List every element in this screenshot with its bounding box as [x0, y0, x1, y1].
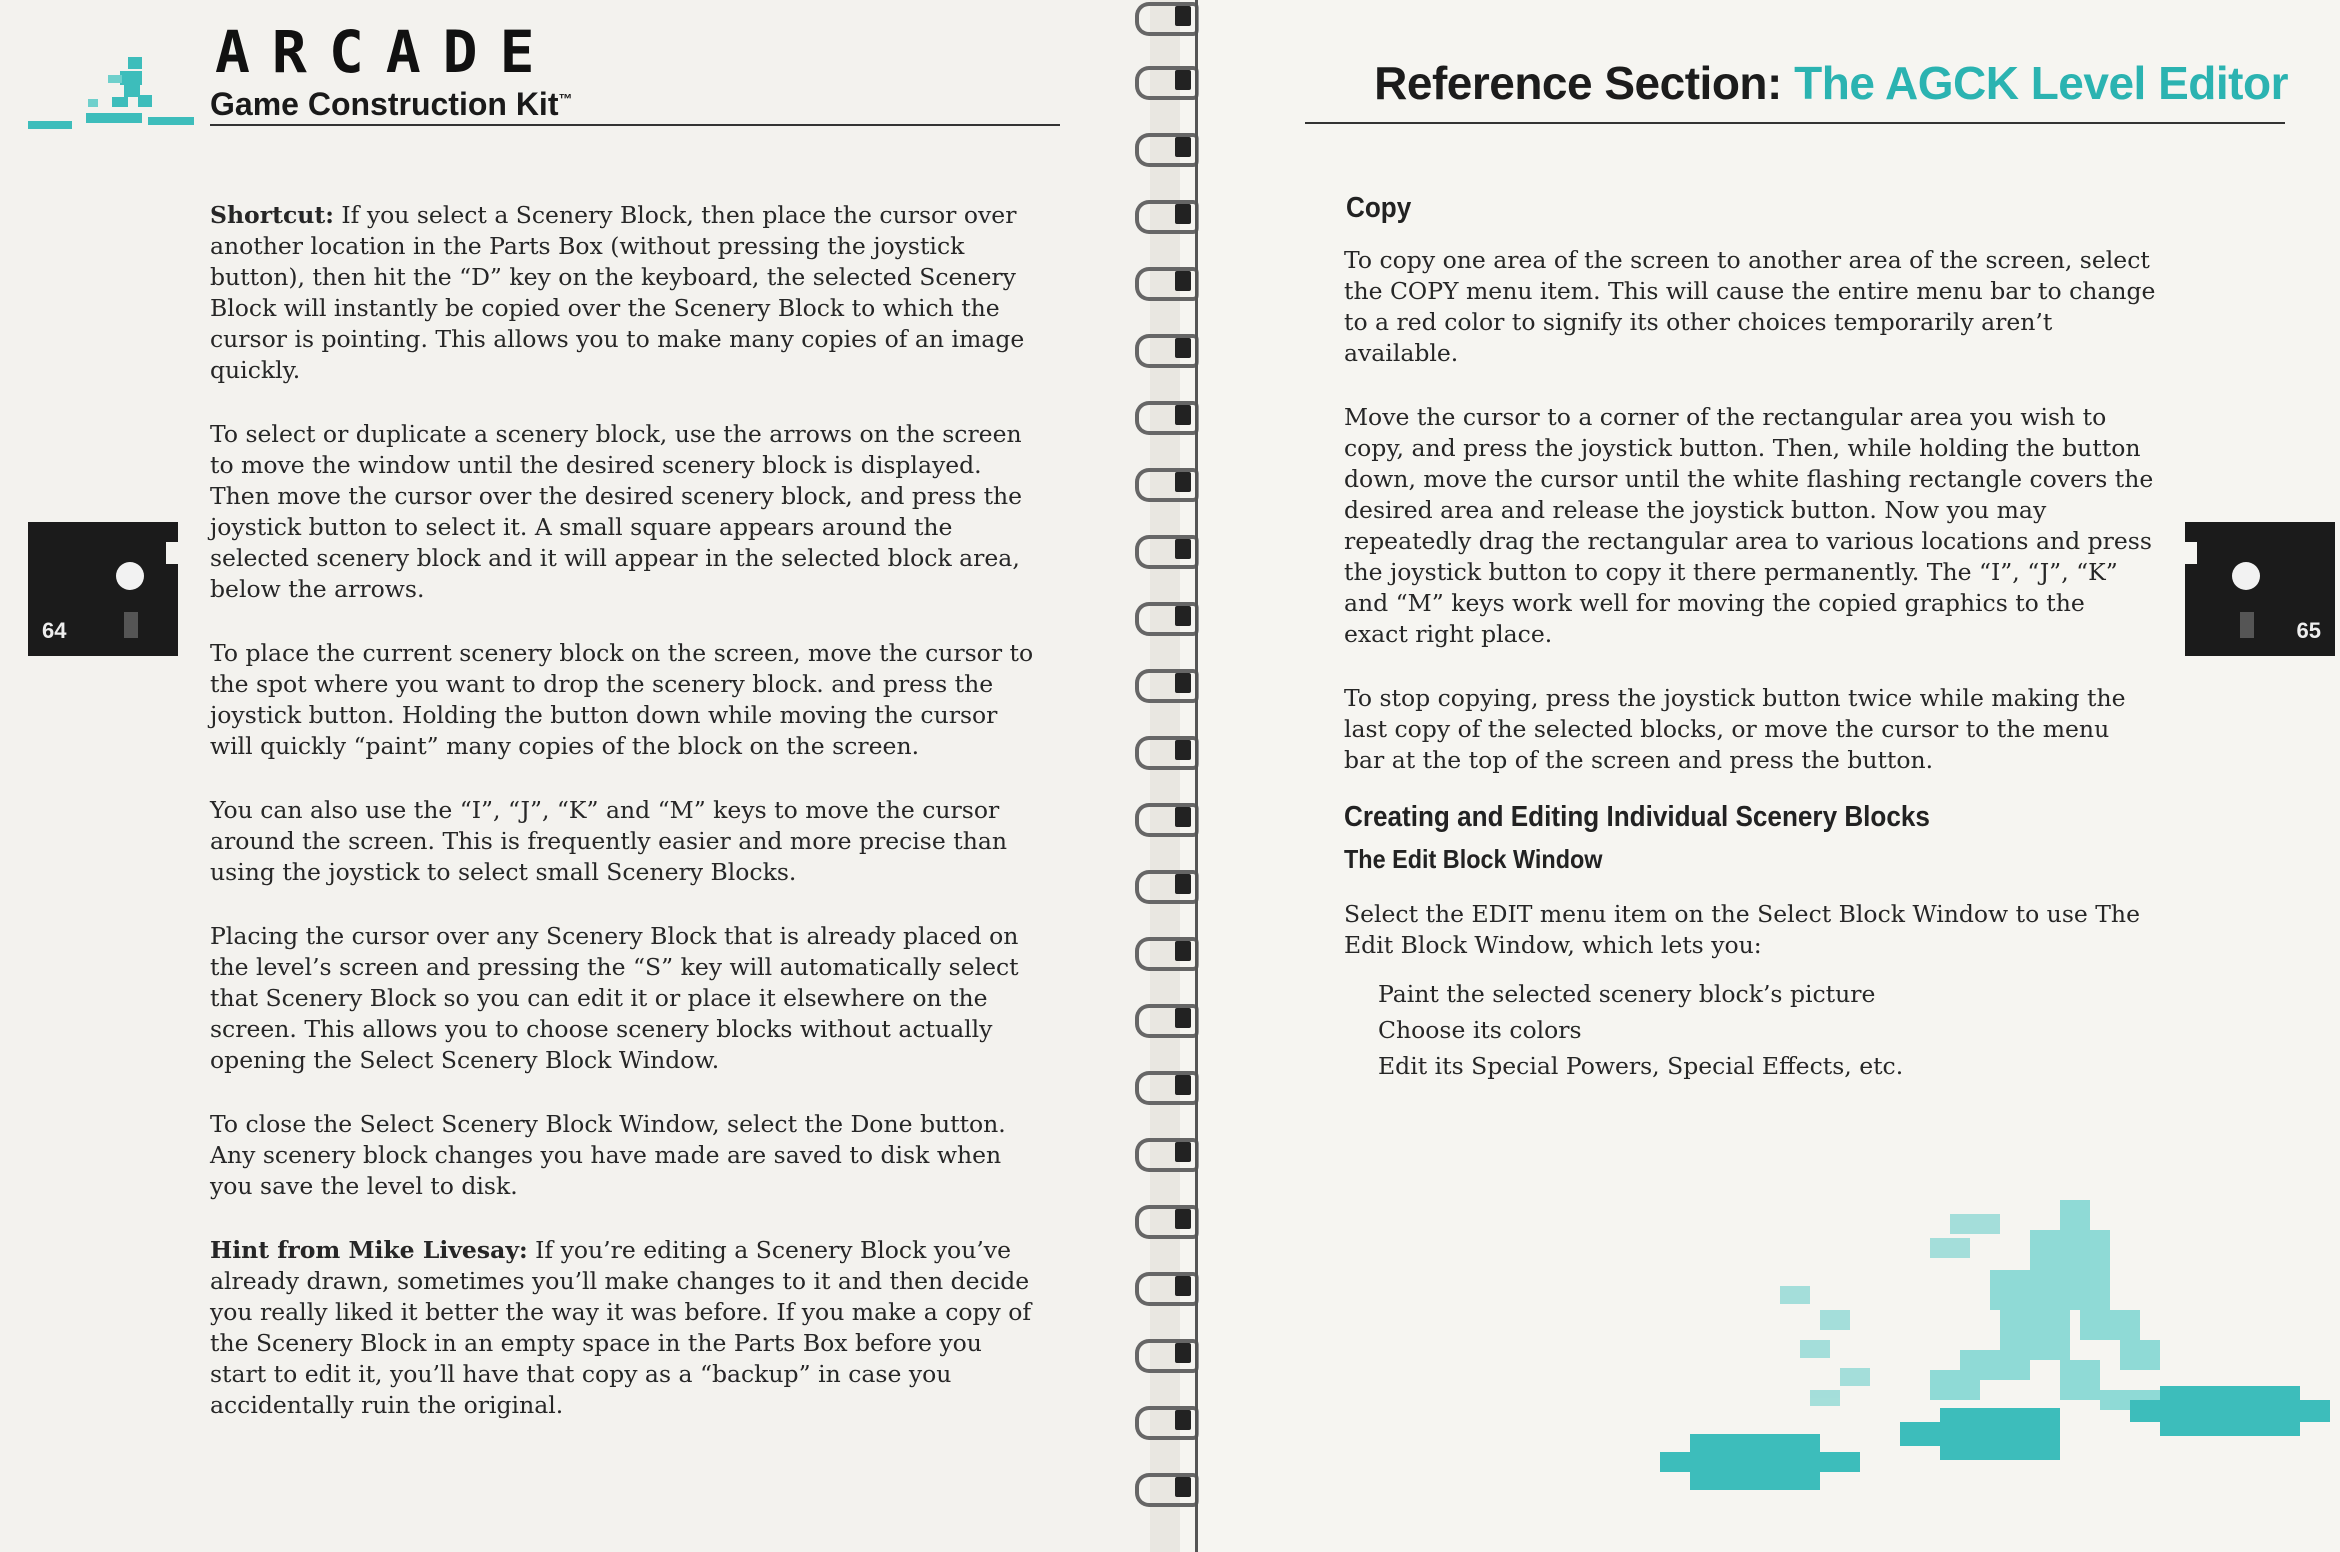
binding-ring	[1135, 1270, 1195, 1304]
paragraph-edit: Select the EDIT menu item on the Select Block Window to use The Edit Block Window, which lets you:	[1344, 900, 2140, 959]
paragraph-keys: You can also use the “I”, “J”, “K” and “M” keys to move the cursor around the screen. This is frequently easier and more precise than using the joystick to select small Scenery Blocks.	[210, 796, 1007, 886]
binding-ring	[1135, 667, 1195, 701]
binding-ring	[1135, 1203, 1195, 1237]
binding-ring	[1135, 399, 1195, 433]
binding-ring	[1135, 466, 1195, 500]
edit-options-list	[1378, 976, 2156, 1084]
disk-notch	[166, 542, 178, 564]
binding-ring	[1135, 198, 1195, 232]
right-body	[1344, 192, 2156, 1084]
arcade-logo: ARCADE	[215, 18, 557, 86]
binding-ring	[1135, 0, 1195, 34]
paragraph-shortcut: Shortcut: If you select a Scenery Block, then place the cursor over another location in the Parts Box (without pressing the joystick button), then hit the “D” key on the keyboard, the selected Scenery Block will instantly be copied over the Scenery Block to which the cursor is pointing. This allows you to make many copies of an image quickly.	[210, 201, 1025, 384]
floppy-disk-icon	[2232, 562, 2260, 590]
running-man-icon	[1660, 1190, 2340, 1510]
header-rule-right	[1305, 122, 2285, 124]
page-number: 65	[2296, 618, 2321, 643]
page-tab-left	[28, 522, 178, 656]
binding-ring	[1135, 801, 1195, 835]
running-man-icon	[28, 55, 198, 135]
binding-ring	[1135, 935, 1195, 969]
disk-slot	[2240, 612, 2254, 638]
paragraph-copy-2: Move the cursor to a corner of the rectangular area you wish to copy, and press the joystick button. Then, while holding the button down, move the cursor until the white flashing rectangle covers the desired area and release the joystick button. Now you may repeatedly drag the rectangular area to various locations and press the joystick button to copy it there permanently. The “I”, “J”, “K” and “M” keys work well for moving the copied graphics to the exact right place.	[1344, 403, 2154, 648]
paragraph-close: To close the Select Scenery Block Window, select the Done button. Any scenery block changes you have made are saved to disk when you save the level to disk.	[210, 1110, 1006, 1200]
binding-ring	[1135, 600, 1195, 634]
left-page	[0, 0, 1150, 1552]
page-number: 64	[42, 618, 67, 643]
binding-ring	[1135, 1337, 1195, 1371]
paragraph-select: To select or duplicate a scenery block, use the arrows on the screen to move the window until the desired scenery block is displayed. Then move the cursor over the desired scenery block, and press the joystick button to select it. A small square appears around the selected scenery block and it will appear in the selected block area, below the arrows.	[210, 420, 1023, 603]
binding-ring	[1135, 734, 1195, 768]
binding-ring	[1135, 868, 1195, 902]
binding-ring	[1135, 1002, 1195, 1036]
page-tab-right	[2185, 522, 2335, 656]
binding-ring	[1135, 131, 1195, 165]
binding-ring	[1135, 265, 1195, 299]
heading-scenery-blocks: Creating and Editing Individual Scenery Blocks	[1344, 801, 1930, 833]
left-body	[210, 200, 1040, 1454]
disk-notch	[2185, 542, 2197, 564]
paragraph-s-key: Placing the cursor over any Scenery Block that is already placed on the level’s screen and pressing the “S” key will automatically select that Scenery Block so you can edit it or place it elsewhere on the screen. This allows you to choose scenery blocks without actually opening the Select Scenery Block Window.	[210, 922, 1019, 1074]
binding-ring	[1135, 1404, 1195, 1438]
list-item: Edit its Special Powers, Special Effects, etc.	[1378, 1052, 1904, 1080]
list-item: Paint the selected scenery block’s picture	[1378, 980, 1876, 1008]
floppy-disk-icon	[116, 562, 144, 590]
binding-ring	[1135, 1471, 1195, 1505]
paragraph-copy-1: To copy one area of the screen to another area of the screen, select the COPY menu item. This will cause the entire menu bar to change to a red color to signify its other choices temporarily aren’t available.	[1344, 246, 2156, 367]
binding-ring	[1135, 1136, 1195, 1170]
binding-ring	[1135, 64, 1195, 98]
paragraph-copy-3: To stop copying, press the joystick button twice while making the last copy of the selected blocks, or move the cursor to the menu bar at the top of the screen and press the button.	[1344, 684, 2126, 774]
binding-ring	[1135, 1069, 1195, 1103]
spiral-binding	[1130, 0, 1200, 1552]
section-title: Reference Section: The AGCK Level Editor	[1374, 57, 2288, 109]
header-rule	[210, 124, 1060, 126]
logo-subtitle: Game Construction Kit™	[210, 86, 573, 122]
heading-edit-block-window: The Edit Block Window	[1344, 844, 1603, 874]
heading-copy: Copy	[1346, 192, 1412, 224]
page-spine	[1195, 0, 1198, 1552]
disk-slot	[124, 612, 138, 638]
paragraph-place: To place the current scenery block on the screen, move the cursor to the spot where you want to drop the scenery block. and press the joystick button. Holding the button down while moving the cursor will quickly “paint” many copies of the block on the screen.	[210, 639, 1034, 760]
binding-ring	[1135, 332, 1195, 366]
list-item: Choose its colors	[1378, 1016, 1582, 1044]
binding-ring	[1135, 533, 1195, 567]
paragraph-hint: Hint from Mike Livesay: If you’re editing a Scenery Block you’ve already drawn, sometimes you’ll make changes to it and then decide you really liked it better the way it was before. If you make a copy of the Scenery Block in an empty space in the Parts Box before you start to edit it, you’ll have that copy as a “backup” in case you accidentally ruin the original.	[210, 1236, 1032, 1419]
